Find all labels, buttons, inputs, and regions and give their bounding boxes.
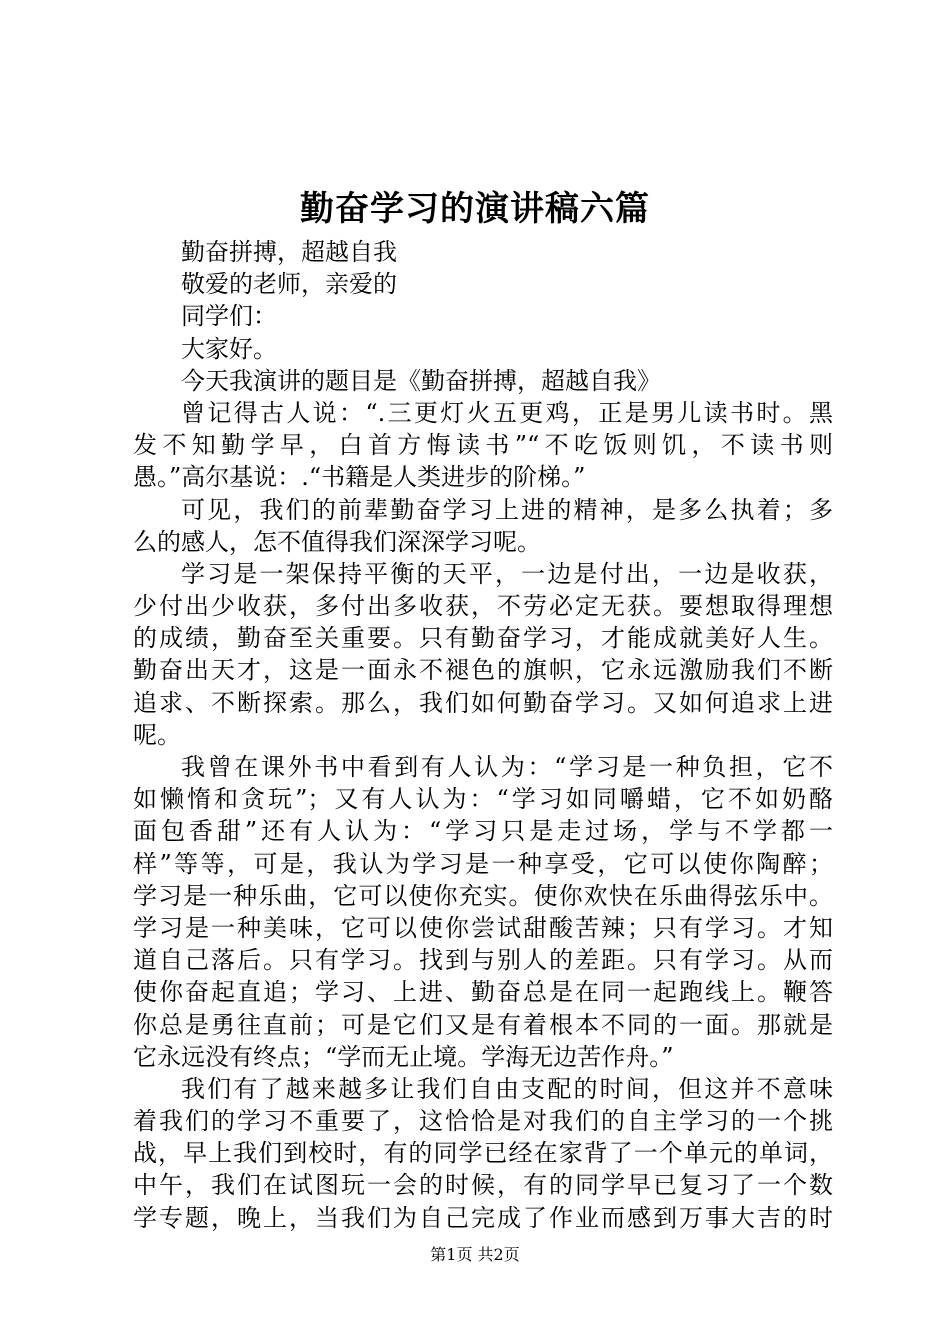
text-line: 少付出少收获，多付出多收获，不劳必定无获。要想取得理想 xyxy=(133,592,833,621)
page-footer: 第1页 共2页 xyxy=(430,1245,520,1264)
text-line: 道自己落后。只有学习。找到与别人的差距。只有学习。从而 xyxy=(133,946,833,975)
text-line: 如懒惰和贪玩”；又有人认为：“学习如同嚼蜡，它不如奶酪 xyxy=(133,785,833,814)
text-line: 面包香甜”还有人认为：“学习只是走过场，学与不学都一 xyxy=(133,817,833,846)
text-line: 勤奋出天才，这是一面永不褪色的旗帜，它永远激励我们不断 xyxy=(133,656,833,685)
text-line: 敬爱的老师，亲爱的 xyxy=(181,270,397,299)
text-line: 学习是一架保持平衡的天平，一边是付出，一边是收获， xyxy=(181,559,833,588)
text-line: 你总是勇往直前；可是它们又是有着根本不同的一面。那就是 xyxy=(133,1010,833,1039)
text-line: 我们有了越来越多让我们自由支配的时间，但这并不意味 xyxy=(181,1074,833,1103)
text-line: 今天我演讲的题目是《勤奋拼搏，超越自我》 xyxy=(181,366,661,395)
text-line: 愚。”高尔基说：.“书籍是人类进步的阶梯。” xyxy=(133,463,586,492)
text-line: 追求、不断探索。那么，我们如何勤奋学习。又如何追求上进 xyxy=(133,688,833,717)
text-line: 中午，我们在试图玩一会的时候，有的同学早已复习了一个数 xyxy=(133,1171,833,1200)
text-line: 学习是一种乐曲，它可以使你充实。使你欢快在乐曲得弦乐中。 xyxy=(133,881,833,910)
text-line: 着我们的学习不重要了，这恰恰是对我们的自主学习的一个挑 xyxy=(133,1107,833,1136)
document-title: 勤奋学习的演讲稿六篇 xyxy=(300,189,650,229)
text-line: 的成绩，勤奋至关重要。只有勤奋学习，才能成就美好人生。 xyxy=(133,624,833,653)
text-line: 么的感人，怎不值得我们深深学习呢。 xyxy=(133,527,541,556)
text-line: 学习是一种美味，它可以使你尝试甜酸苦辣；只有学习。才知 xyxy=(133,913,833,942)
text-line: 学专题，晚上，当我们为自己完成了作业而感到万事大吉的时 xyxy=(133,1203,833,1232)
text-line: 发不知勤学早，白首方悔读书”“不吃饭则饥，不读书则 xyxy=(133,431,833,460)
text-line: 使你奋起直追；学习、上进、勤奋总是在同一起跑线上。鞭答 xyxy=(133,978,833,1007)
text-line: 曾记得古人说：“.三更灯火五更鸡，正是男儿读书时。黑 xyxy=(181,398,833,427)
text-line: 它永远没有终点；“学而无止境。学海无边苦作舟。” xyxy=(133,1042,674,1071)
text-line: 可见，我们的前辈勤奋学习上进的精神，是多么执着；多 xyxy=(181,495,833,524)
text-line: 样”等等，可是，我认为学习是一种享受，它可以使你陶醉； xyxy=(133,849,833,878)
text-line: 大家好。 xyxy=(181,334,277,363)
text-line: 我曾在课外书中看到有人认为：“学习是一种负担，它不 xyxy=(181,753,833,781)
text-line: 呢。 xyxy=(133,720,181,749)
document-body xyxy=(133,236,833,1234)
text-line: 战，早上我们到校时，有的同学已经在家背了一个单元的单词， xyxy=(133,1139,833,1168)
text-line: 同学们： xyxy=(181,302,277,331)
text-line: 勤奋拼搏，超越自我 xyxy=(181,238,397,266)
